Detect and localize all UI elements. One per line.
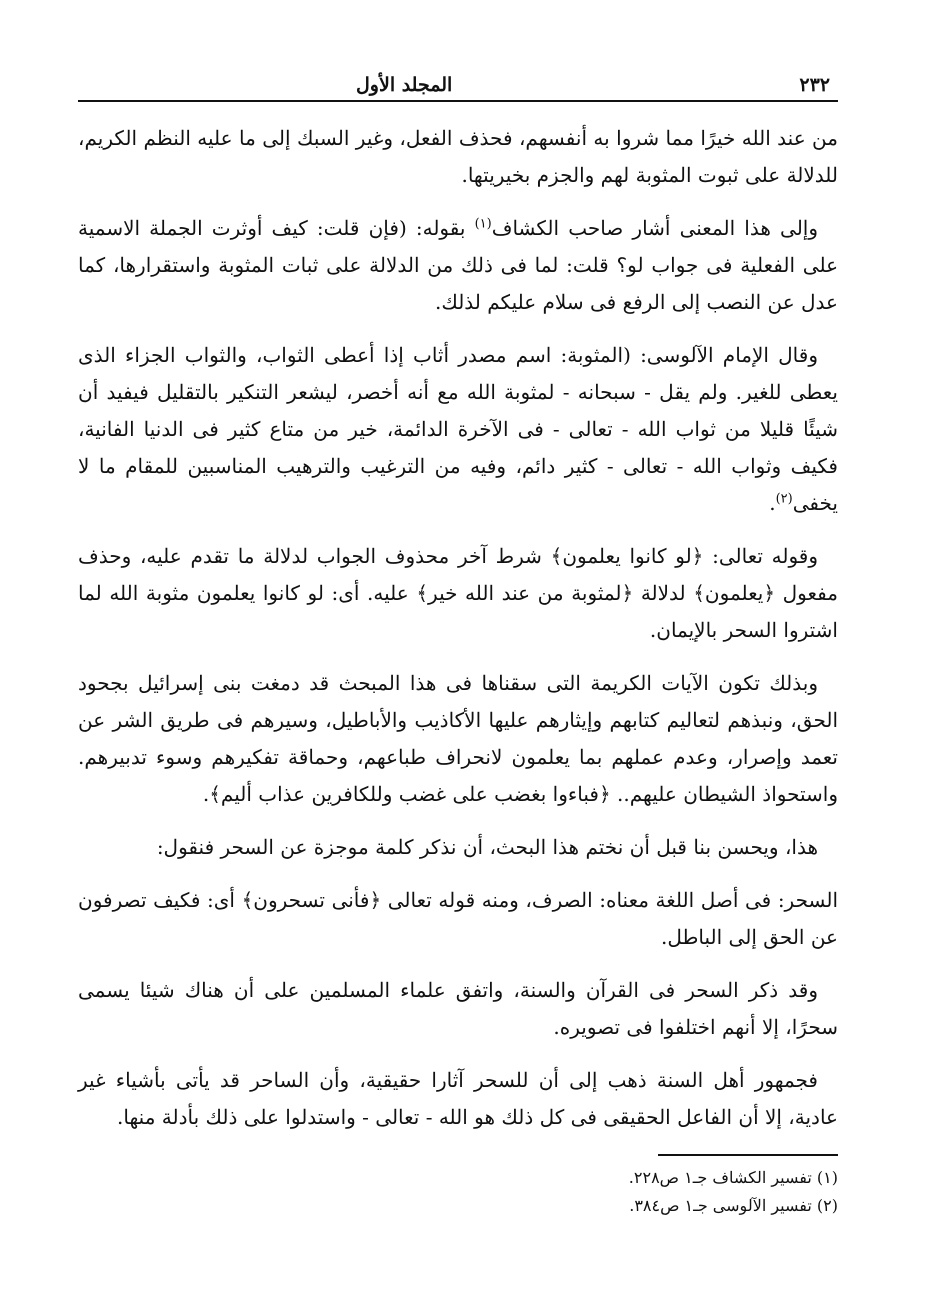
paragraph-4: وقوله تعالى: ﴿لو كانوا يعلمون﴾ شرط آخر محذوف الجواب لدلالة ما تقدم عليه، وحذف مفعول ﴿يعلمون﴾ لدلالة ﴿لمثوبة من عند الله خير﴾ عليه. أى: لو كانوا يعلمون مثوبة الله لما اشتروا السحر بالإيمان. — [78, 544, 838, 642]
page-number: ٢٣٢ — [799, 74, 830, 96]
footnote-ref-1: (١) — [474, 216, 492, 232]
page-header — [78, 60, 838, 102]
paragraph-3-text-b: . — [769, 491, 776, 515]
paragraph-3 — [78, 337, 838, 522]
volume-title: المجلد الأول — [356, 74, 453, 96]
footnote-ref-2: (٢) — [775, 491, 793, 507]
paragraph-1: من عند الله خيرًا مما شروا به أنفسهم، فحذف الفعل، وغير السبك إلى ما عليه النظم الكريم، للدلالة على ثبوت المثوبة لهم والجزم بخيريتها. — [78, 126, 838, 187]
book-page — [78, 60, 838, 1220]
paragraph-8: وقد ذكر السحر فى القرآن والسنة، واتفق علماء المسلمين على أن هناك شيئا يسمى سحرًا، إلا أنهم اختلفوا فى تصويره. — [78, 978, 838, 1039]
footnote-1: (١) تفسير الكشاف جـ١ ص٢٢٨. — [628, 1168, 838, 1187]
paragraph-5: وبذلك تكون الآيات الكريمة التى سقناها فى هذا المبحث قد دمغت بنى إسرائيل بجحود الحق، ونبذهم لتعاليم كتابهم وإيثارهم عليها الأكاذيب والأباطيل، وسيرهم فى طريق الشر عن تعمد وإصرار، وعدم عملهم بما يعلمون لانحراف طباعهم، وحماقة تفكيرهم وسوء تدبيرهم. واستحواذ الشيطان عليهم.. ﴿فباءوا بغضب على غضب وللكافرين عذاب أليم﴾. — [78, 671, 838, 806]
footnote-divider — [658, 1154, 838, 1156]
paragraph-6: هذا، ويحسن بنا قبل أن نختم هذا البحث، أن نذكر كلمة موجزة عن السحر فنقول: — [156, 835, 818, 859]
footnotes — [78, 1164, 838, 1220]
paragraph-7: السحر: فى أصل اللغة معناه: الصرف، ومنه قوله تعالى ﴿فأنى تسحرون﴾ أى: فكيف تصرفون عن الحق إلى الباطل. — [78, 888, 838, 949]
paragraph-2 — [78, 210, 838, 321]
paragraph-2-text-b: بقوله: (فإن قلت: كيف أوثرت الجملة الاسمية على الفعلية فى جواب لو؟ قلت: لما فى ذلك من الدلالة على ثبات المثوبة واستقرارها، كما عدل عن النصب إلى الرفع فى سلام عليكم لذلك. — [78, 216, 838, 314]
paragraph-3-text-a: وقال الإمام الآلوسى: (المثوبة: اسم مصدر أثاب إذا أعطى الثواب، والثواب الجزاء الذى يعطى للغير. ولم يقل - سبحانه - لمثوبة الله مع أنه أخصر، ليشعر التنكير بالتقليل فيفيد أن شيئًا قليلا من ثواب الله - تعالى - فى الآخرة الدائمة، خير من متاع كثير فى الدنيا الفانية، فكيف وثواب الله - تعالى - كثير دائم، وفيه من الترغيب والترهيب المناسبين للمقام ما لا يخفى — [78, 343, 838, 515]
paragraph-9: فجمهور أهل السنة ذهب إلى أن للسحر آثارا حقيقية، وأن الساحر قد يأتى بأشياء غير عادية، إلا أن الفاعل الحقيقى فى كل ذلك هو الله - تعالى - واستدلوا على ذلك بأدلة منها. — [78, 1068, 838, 1129]
footnote-2: (٢) تفسير الآلوسى جـ١ ص٣٨٤. — [629, 1196, 838, 1215]
body-text — [78, 120, 838, 1136]
paragraph-2-text-a: وإلى هذا المعنى أشار صاحب الكشاف — [491, 216, 819, 240]
